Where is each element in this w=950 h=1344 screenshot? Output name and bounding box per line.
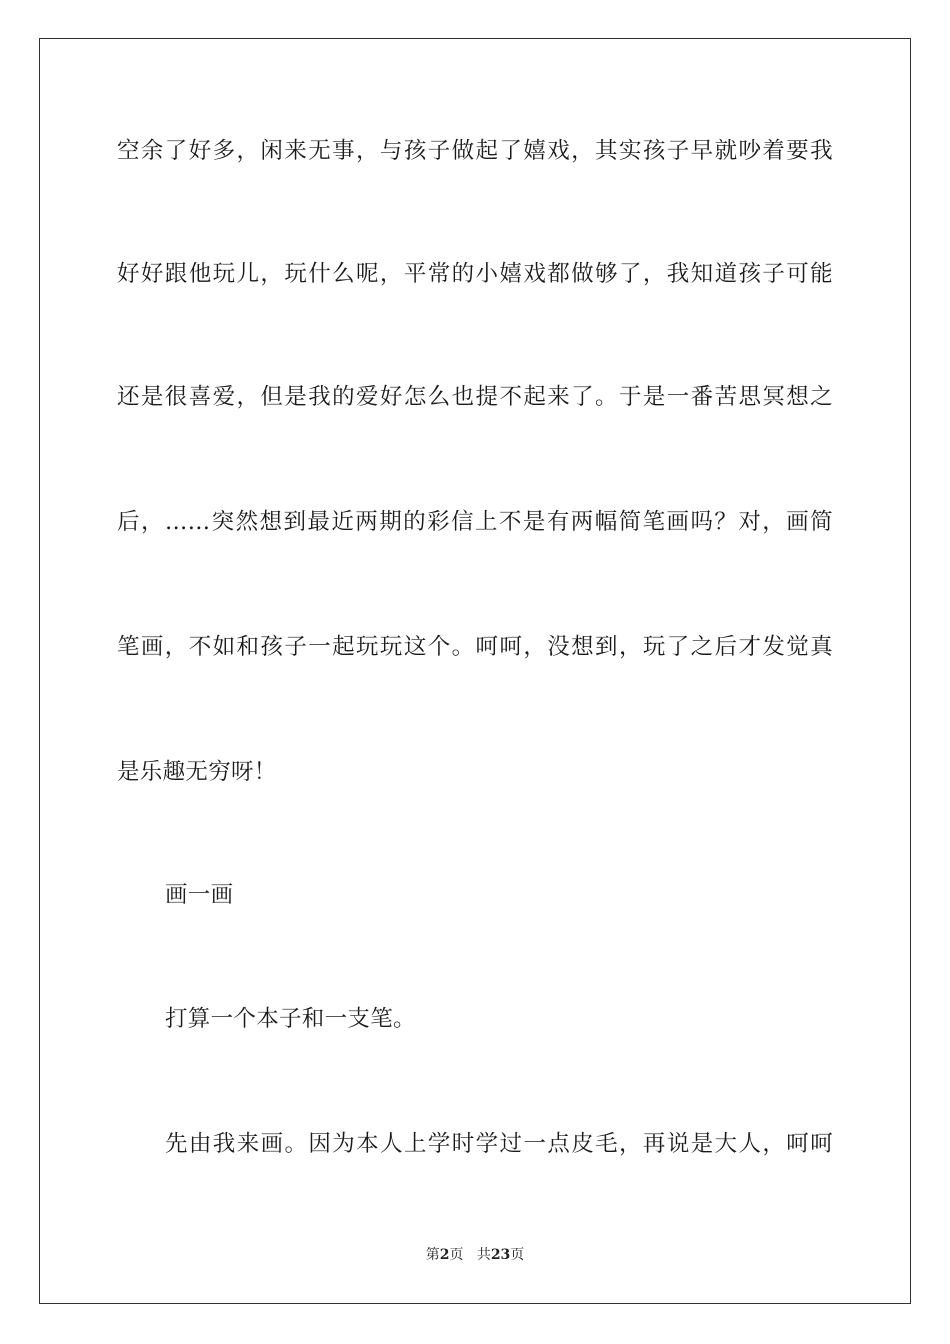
step-1-text: 打算一个本子和一支笔。 bbox=[165, 1006, 416, 1032]
paragraph-line-5: 笔画，不如和孩子一起玩玩这个。呵呵，没想到，玩了之后才发觉真 bbox=[117, 634, 833, 660]
paragraph-line-2: 好好跟他玩儿，玩什么呢，平常的小嬉戏都做够了，我知道孩子可能 bbox=[117, 261, 833, 287]
page-prefix: 第 bbox=[425, 1247, 440, 1263]
section-heading: 画一画 bbox=[165, 882, 234, 908]
page-suffix: 页 bbox=[449, 1247, 464, 1263]
paragraph-line-3: 还是很喜爱，但是我的爱好怎么也提不起来了。于是一番苦思冥想之 bbox=[117, 384, 833, 410]
page-border bbox=[39, 38, 911, 1304]
page-footer bbox=[0, 1245, 950, 1265]
total-pages: 23 bbox=[490, 1247, 511, 1263]
total-suffix: 页 bbox=[510, 1247, 525, 1263]
page-number: 2 bbox=[439, 1247, 450, 1263]
paragraph-line-4: 后，……突然想到最近两期的彩信上不是有两幅简笔画吗？对，画简 bbox=[117, 509, 833, 535]
step-2-text: 先由我来画。因为本人上学时学过一点皮毛，再说是大人，呵呵 bbox=[165, 1131, 833, 1157]
paragraph-line-6: 是乐趣无穷呀！ bbox=[117, 759, 277, 785]
total-prefix: 共 bbox=[476, 1247, 491, 1263]
paragraph-line-1: 空余了好多，闲来无事，与孩子做起了嬉戏，其实孩子早就吵着要我 bbox=[117, 138, 833, 164]
